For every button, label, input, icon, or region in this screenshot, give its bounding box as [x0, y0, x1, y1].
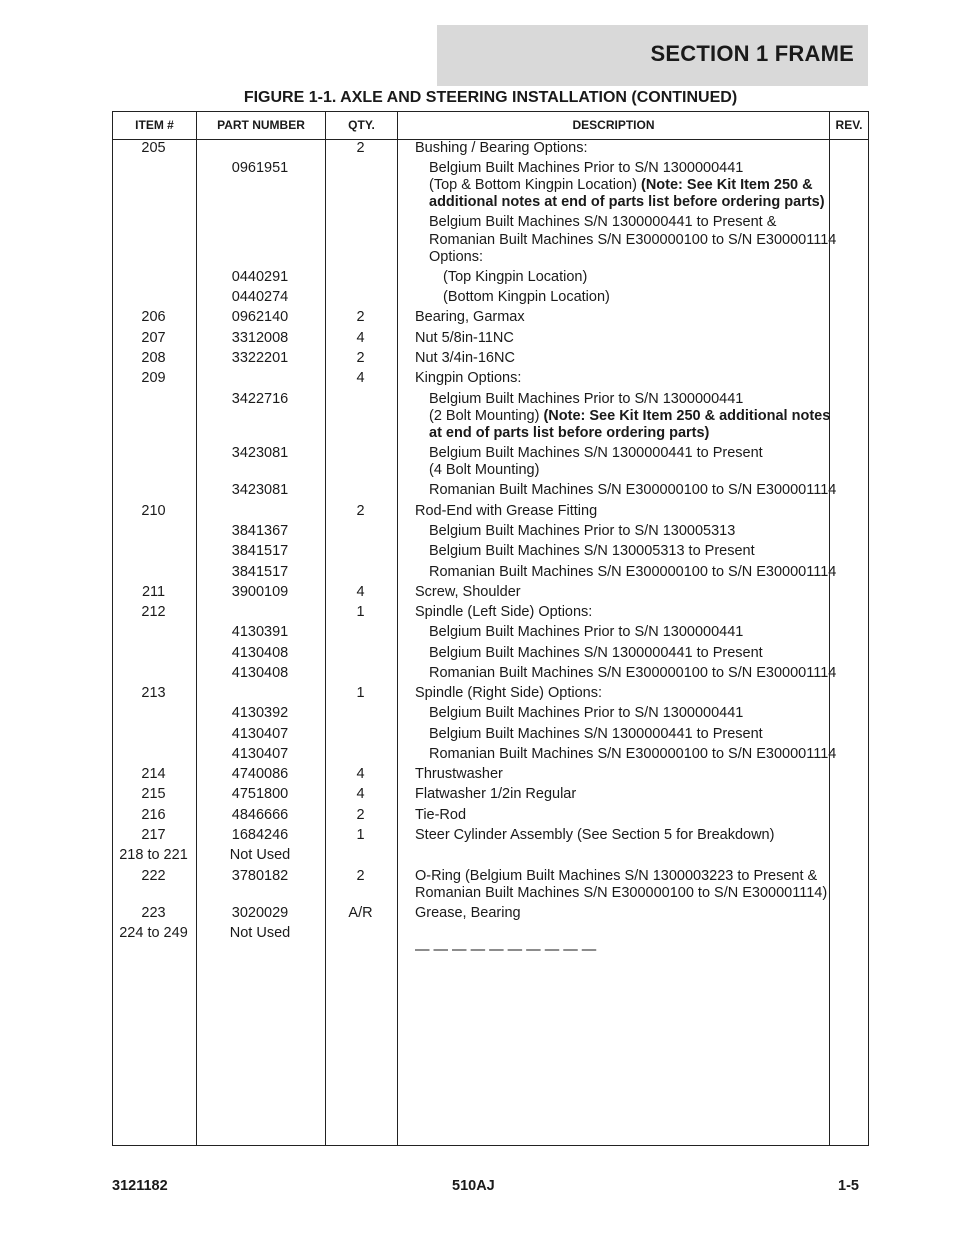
part-number: 4846666 — [231, 807, 289, 823]
item-number: 217 — [141, 827, 166, 843]
description-text: Kingpin Options: — [415, 370, 522, 386]
part-number: 3841367 — [231, 523, 289, 539]
description-text: — — — — — — — — — — — [415, 942, 597, 958]
description — [415, 827, 774, 844]
column-divider — [325, 112, 326, 1145]
description-text: Spindle (Right Side) Options: — [415, 685, 602, 701]
quantity: 2 — [356, 807, 365, 823]
column-divider — [829, 112, 830, 1145]
item-number: 212 — [141, 604, 166, 620]
quantity: 1 — [356, 827, 365, 843]
description — [429, 177, 813, 194]
description — [415, 604, 592, 621]
description — [429, 214, 776, 231]
description-text: Romanian Built Machines S/N E300000100 to S/N E300001114 — [429, 746, 837, 762]
quantity: 2 — [356, 868, 365, 884]
description-text: Romanian Built Machines S/N E300000100 to S/N E300001114 — [429, 564, 837, 580]
description-note: (Note: See Kit Item 250 & — [640, 177, 813, 193]
description — [415, 370, 521, 387]
description — [429, 726, 763, 743]
description-text: (4 Bolt Mounting) — [429, 462, 540, 478]
column-header-description: DESCRIPTION — [572, 118, 655, 132]
description — [415, 807, 466, 824]
description — [429, 645, 763, 662]
description — [429, 564, 836, 581]
footer-page-number: 1-5 — [838, 1178, 859, 1194]
description — [429, 249, 483, 266]
part-number: 4130407 — [231, 726, 289, 742]
description-text: Spindle (Left Side) Options: — [415, 604, 593, 620]
section-title: SECTION 1 FRAME — [650, 41, 854, 66]
part-number: 4751800 — [231, 786, 289, 802]
description — [429, 391, 743, 408]
description-text: Bearing, Garmax — [415, 309, 525, 325]
part-number: 1684246 — [231, 827, 289, 843]
footer-doc-number: 3121182 — [112, 1178, 168, 1194]
part-number: 3020029 — [231, 905, 289, 921]
column-header-qty: QTY. — [348, 118, 375, 132]
description-text: (Bottom Kingpin Location) — [443, 289, 610, 305]
quantity: 4 — [356, 584, 365, 600]
column-header-part-number: PART NUMBER — [217, 118, 305, 132]
part-number: 0961951 — [231, 160, 289, 176]
quantity: 1 — [356, 604, 365, 620]
description — [429, 160, 743, 177]
description — [429, 408, 830, 425]
description — [429, 746, 836, 763]
description-text: Thrustwasher — [415, 766, 503, 782]
description — [429, 194, 825, 211]
item-number: 224 to 249 — [119, 925, 188, 941]
description — [415, 868, 817, 885]
description-text: Belgium Built Machines Prior to S/N 130005313 — [429, 523, 736, 539]
description-text: Nut 5/8in-11NC — [415, 330, 514, 346]
description — [429, 462, 539, 479]
column-divider — [397, 112, 398, 1145]
item-number: 223 — [141, 905, 166, 921]
part-number: 3423081 — [231, 445, 289, 461]
part-number: 3312008 — [231, 330, 289, 346]
quantity: 4 — [356, 370, 365, 386]
description-note: at end of parts list before ordering parts) — [429, 425, 710, 441]
description — [443, 289, 610, 306]
figure-title: FIGURE 1-1. AXLE AND STEERING INSTALLATION (CONTINUED) — [243, 89, 738, 106]
description-text: Options: — [429, 249, 483, 265]
item-number: 206 — [141, 309, 166, 325]
description-text: (2 Bolt Mounting) — [429, 408, 544, 424]
description-text: Bushing / Bearing Options: — [415, 140, 588, 156]
column-header-rev: REV. — [835, 118, 863, 132]
description-text: Romanian Built Machines S/N E300000100 to S/N E300001114 — [429, 482, 837, 498]
quantity: 1 — [356, 685, 365, 701]
item-number: 207 — [141, 330, 166, 346]
description-text: Belgium Built Machines Prior to S/N 1300000441 — [429, 391, 744, 407]
part-number: 3841517 — [231, 543, 289, 559]
description-text: (Top & Bottom Kingpin Location) — [429, 177, 641, 193]
part-number: 4130392 — [231, 705, 289, 721]
description — [415, 942, 596, 959]
column-header-item: ITEM # — [135, 118, 174, 132]
item-number: 208 — [141, 350, 166, 366]
description-text: Rod-End with Grease Fitting — [415, 503, 598, 519]
description — [415, 905, 521, 922]
item-number: 215 — [141, 786, 166, 802]
description-text: (Top Kingpin Location) — [443, 269, 588, 285]
part-number: 3841517 — [231, 564, 289, 580]
part-number: Not Used — [229, 925, 291, 941]
description — [429, 232, 836, 249]
description-text: Romanian Built Machines S/N E300000100 to S/N E300001114 — [429, 665, 837, 681]
description-text: Grease, Bearing — [415, 905, 521, 921]
quantity: 2 — [356, 140, 365, 156]
item-number: 210 — [141, 503, 166, 519]
item-number: 213 — [141, 685, 166, 701]
description-text: Belgium Built Machines Prior to S/N 1300000441 — [429, 160, 744, 176]
description-text: Tie-Rod — [415, 807, 467, 823]
part-number: 0962140 — [231, 309, 289, 325]
description-text: Screw, Shoulder — [415, 584, 521, 600]
part-number: 4130408 — [231, 645, 289, 661]
footer-model: 510AJ — [452, 1178, 495, 1194]
description-text: Belgium Built Machines S/N 1300000441 to Present — [429, 726, 763, 742]
description-text: Nut 3/4in-16NC — [415, 350, 515, 366]
description — [415, 786, 576, 803]
description — [429, 543, 755, 560]
section-header — [437, 25, 868, 86]
item-number: 214 — [141, 766, 166, 782]
description — [415, 503, 597, 520]
part-number: 3322201 — [231, 350, 289, 366]
description — [429, 624, 743, 641]
description — [429, 705, 743, 722]
part-number: 3780182 — [231, 868, 289, 884]
description — [429, 445, 763, 462]
part-number: 0440274 — [231, 289, 289, 305]
description — [429, 665, 836, 682]
description-text: Belgium Built Machines S/N 1300000441 to Present — [429, 645, 763, 661]
description — [415, 766, 503, 783]
description — [415, 309, 525, 326]
description-text: Steer Cylinder Assembly (See Section 5 for Breakdown) — [415, 827, 775, 843]
description-text: Belgium Built Machines S/N 130005313 to Present — [429, 543, 755, 559]
part-number: Not Used — [229, 847, 291, 863]
description — [415, 350, 515, 367]
description — [415, 584, 521, 601]
quantity: 2 — [356, 309, 365, 325]
part-number: 3423081 — [231, 482, 289, 498]
description-text: O-Ring (Belgium Built Machines S/N 1300003223 to Present & — [415, 868, 818, 884]
item-number: 218 to 221 — [119, 847, 188, 863]
item-number: 211 — [141, 584, 166, 600]
description-text: Romanian Built Machines S/N E300000100 to S/N E300001114 — [429, 232, 837, 248]
part-number: 3422716 — [231, 391, 289, 407]
item-number: 222 — [141, 868, 166, 884]
quantity: 2 — [356, 350, 365, 366]
quantity: A/R — [348, 905, 373, 921]
description-note: (Note: See Kit Item 250 & additional notes — [543, 408, 831, 424]
item-number: 205 — [141, 140, 166, 156]
description-text: Belgium Built Machines Prior to S/N 1300000441 — [429, 705, 744, 721]
description — [415, 885, 827, 902]
description — [443, 269, 587, 286]
quantity: 4 — [356, 786, 365, 802]
description-text: Belgium Built Machines Prior to S/N 1300000441 — [429, 624, 744, 640]
part-number: 3900109 — [231, 584, 289, 600]
part-number: 4130407 — [231, 746, 289, 762]
description-text: Flatwasher 1/2in Regular — [415, 786, 577, 802]
description — [415, 330, 514, 347]
part-number: 4130408 — [231, 665, 289, 681]
part-number: 4130391 — [231, 624, 289, 640]
description-text: Belgium Built Machines S/N 1300000441 to Present & — [429, 214, 777, 230]
description — [429, 523, 735, 540]
item-number: 216 — [141, 807, 166, 823]
quantity: 2 — [356, 503, 365, 519]
part-number: 4740086 — [231, 766, 289, 782]
part-number: 0440291 — [231, 269, 289, 285]
description — [429, 482, 836, 499]
item-number: 209 — [141, 370, 166, 386]
description — [415, 685, 602, 702]
quantity: 4 — [356, 330, 365, 346]
description-text: Romanian Built Machines S/N E300000100 to S/N E300001114) — [415, 885, 828, 901]
description-note: additional notes at end of parts list before ordering parts) — [429, 194, 825, 210]
description — [415, 140, 588, 157]
description-text: Belgium Built Machines S/N 1300000441 to Present — [429, 445, 763, 461]
quantity: 4 — [356, 766, 365, 782]
description — [429, 425, 709, 442]
